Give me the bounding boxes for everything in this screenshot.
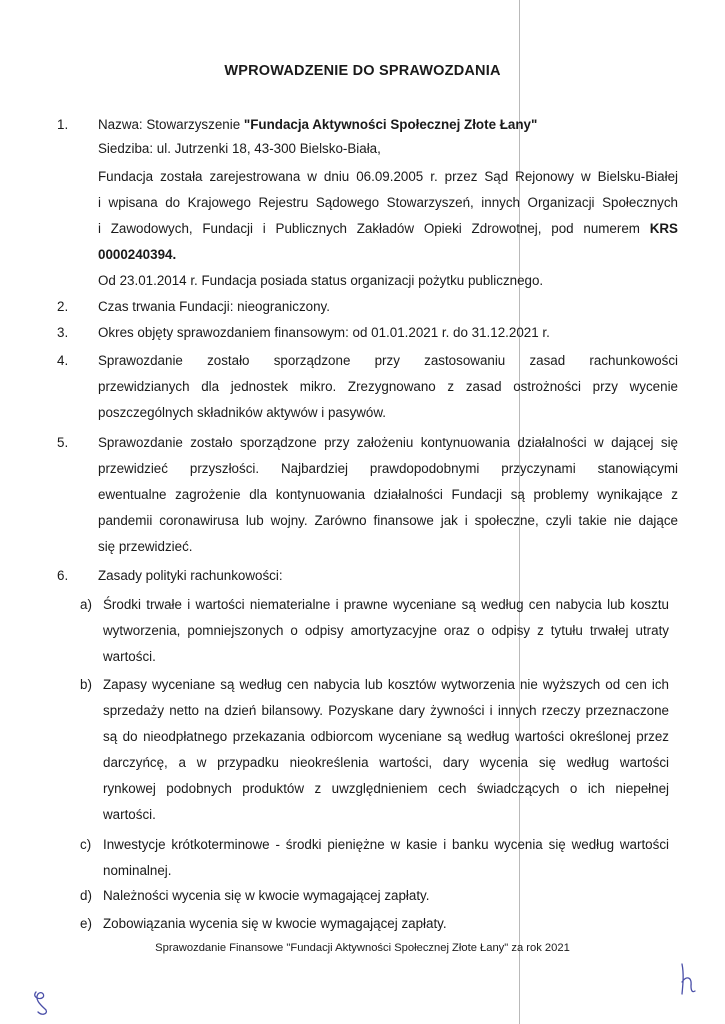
item-5-line-4: pandemii coronawirusa lub wojny. Zarówno finansowe jak i społeczne, czyli takie nie dające xyxy=(98,513,678,528)
document-title: WPROWADZENIE DO SPRAWOZDANIA xyxy=(224,63,501,79)
sub-b-line-1: Zapasy wyceniane są według cen nabycia lub kosztów wytworzenia nie wyższych od cen ich xyxy=(103,677,669,692)
item-number-1: 1. xyxy=(57,117,69,132)
item-1-krs-number: 0000240394. xyxy=(98,247,177,262)
item-1-krs-label: KRS xyxy=(649,221,678,236)
sub-b-line-6: wartości. xyxy=(103,807,156,822)
item-3-text: Okres objęty sprawozdaniem finansowym: od 01.01.2021 r. do 31.12.2021 r. xyxy=(98,325,550,340)
sub-d-text: Należności wycenia się w kwocie wymagającej zapłaty. xyxy=(103,888,430,903)
item-1-registration xyxy=(98,164,678,268)
item-2-text: Czas trwania Fundacji: nieograniczony. xyxy=(98,299,330,314)
item-6-text: Zasady polityki rachunkowości: xyxy=(98,568,283,583)
page-footer: Sprawozdanie Finansowe "Fundacji Aktywności Społecznej Złote Łany" za rok 2021 xyxy=(155,942,570,954)
item-number-6: 6. xyxy=(57,568,69,583)
item-4-line-1: Sprawozdanie zostało sporządzone przy zastosowaniu zasad rachunkowości xyxy=(98,353,678,368)
sub-c-line-1: Inwestycje krótkoterminowe - środki pieniężne w kasie i banku wycenia się według wartości xyxy=(103,837,669,852)
item-number-3: 3. xyxy=(57,325,69,340)
sub-label-b: b) xyxy=(80,677,92,692)
item-5-line-3: ewentualne zagrożenie dla kontynuowania działalności Fundacji są problemy wynikające z xyxy=(98,487,678,502)
item-5-line-5: się przewidzieć. xyxy=(98,539,193,554)
handwritten-initial-left-icon xyxy=(28,982,58,1018)
sub-label-e: e) xyxy=(80,916,92,931)
handwritten-initial-right-icon xyxy=(676,960,700,1000)
item-1-reg-line-3 xyxy=(98,216,678,242)
item-1-opp-status: Od 23.01.2014 r. Fundacja posiada status organizacji pożytku publicznego. xyxy=(98,273,544,288)
item-5-line-2: przewidzieć przyszłości. Najbardziej prawdopodobnymi przyczynami stanowiącymi xyxy=(98,461,678,476)
sub-label-d: d) xyxy=(80,888,92,903)
item-5-text xyxy=(98,430,678,560)
item-number-5: 5. xyxy=(57,435,69,450)
sub-c-text xyxy=(103,832,669,884)
item-1-name xyxy=(98,112,678,138)
item-1-reg-line-1: Fundacja została zarejestrowana w dniu 06.09.2005 r. przez Sąd Rejonowy w Bielsku-Białej xyxy=(98,169,678,184)
sub-a-line-1: Środki trwałe i wartości niematerialne i prawne wyceniane są według cen nabycia lub kosztu xyxy=(103,597,669,612)
sub-a-text xyxy=(103,592,669,670)
item-1-seat: Siedziba: ul. Jutrzenki 18, 43-300 Bielsko-Biała, xyxy=(98,141,381,156)
item-1-name-bold: "Fundacja Aktywności Społecznej Złote Łany" xyxy=(243,117,538,132)
item-5-line-1: Sprawozdanie zostało sporządzone przy założeniu kontynuowania działalności w dającej się xyxy=(98,435,678,450)
sub-b-line-4: darczyńcę, a w przypadku nieokreślenia wartości, dary wycenia się według wartości xyxy=(103,755,669,770)
item-1-name-prefix: Nazwa: Stowarzyszenie xyxy=(98,117,244,132)
sub-label-c: c) xyxy=(80,837,92,852)
item-number-4: 4. xyxy=(57,353,69,368)
item-4-text xyxy=(98,348,678,426)
sub-a-line-2: wytworzenia, pomniejszonych o odpisy amortyzacyjne oraz o odpisy z tytułu trwałej utraty xyxy=(103,623,669,638)
sub-b-text xyxy=(103,672,669,828)
sub-b-line-3: są do nieodpłatnego przekazania odbiorcom wyceniane są według wartości określonej przez xyxy=(103,729,669,744)
item-number-2: 2. xyxy=(57,299,69,314)
item-1-reg-line-3-text: i Zawodowych, Fundacji i Publicznych Zakładów Opieki Zdrowotnej, pod numerem xyxy=(98,221,650,236)
sub-label-a: a) xyxy=(80,597,92,612)
sub-c-line-2: nominalnej. xyxy=(103,863,172,878)
sub-b-line-5: rynkowej podobnych produktów z uwzględnieniem cech świadczących o ich niepełnej xyxy=(103,781,669,796)
sub-e-text: Zobowiązania wycenia się w kwocie wymagającej zapłaty. xyxy=(103,916,447,931)
sub-b-line-2: sprzedaży netto na dzień bilansowy. Pozyskane dary żywności i innych rzeczy przeznaczone xyxy=(103,703,669,718)
item-4-line-2: przewidzianych dla jednostek mikro. Zrezygnowano z zasad ostrożności przy wycenie xyxy=(98,379,678,394)
sub-a-line-3: wartości. xyxy=(103,649,156,664)
item-4-line-3: poszczególnych składników aktywów i pasywów. xyxy=(98,405,387,420)
item-1-reg-line-2: i wpisana do Krajowego Rejestru Sądowego Stowarzyszeń, innych Organizacji Społecznych xyxy=(98,195,678,210)
